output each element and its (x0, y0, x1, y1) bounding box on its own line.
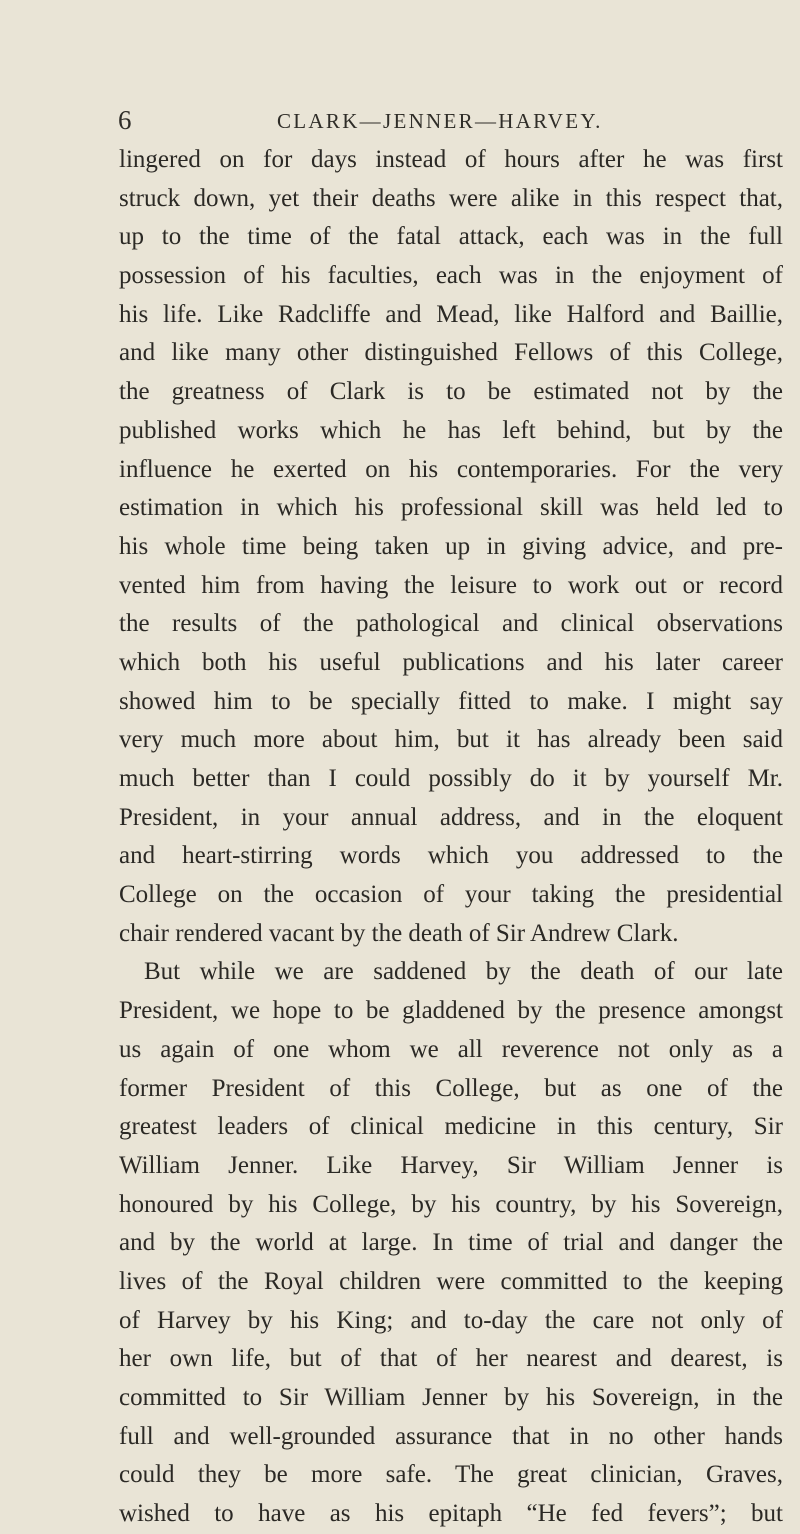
text-line: and like many other distinguished Fellows of this College, (119, 339, 783, 367)
text-line: greatest leaders of clinical medicine in this century, Sir (119, 1113, 783, 1141)
text-line: full and well-grounded assurance that in no other hands (119, 1422, 783, 1450)
text-line: influence he exerted on his contemporaries. For the very (119, 455, 783, 483)
text-line: William Jenner. Like Harvey, Sir William Jenner is (119, 1151, 783, 1179)
running-title: CLARK—JENNER—HARVEY. (277, 109, 603, 133)
text-line: President, in your annual address, and in the eloquent (119, 803, 783, 831)
text-line: College on the occasion of your taking the presidential (119, 881, 783, 909)
text-line: much better than I could possibly do it by yourself Mr. (119, 765, 783, 792)
running-head (118, 104, 778, 138)
text-line: possession of his faculties, each was in the enjoyment of (119, 262, 783, 290)
text-line: honoured by his College, by his country, by his Sovereign, (119, 1190, 783, 1218)
text-line: could they be more safe. The great clinician, Graves, (119, 1461, 783, 1489)
text-line: lingered on for days instead of hours after he was first (119, 146, 783, 173)
text-line: former President of this College, but as one of the (119, 1074, 783, 1102)
text-line: struck down, yet their deaths were alike in this respect that, (119, 184, 783, 212)
text-line: his whole time being taken up in giving advice, and pre- (119, 532, 783, 560)
text-line: up to the time of the fatal attack, each was in the full (119, 223, 783, 251)
text-line: published works which he has left behind, but by the (119, 416, 783, 444)
text-line: wished to have as his epitaph “He fed fevers”; but (119, 1500, 783, 1528)
text-line: committed to Sir William Jenner by his Sovereign, in the (119, 1384, 783, 1411)
body-text (119, 141, 783, 1534)
text-line: and heart-stirring words which you addressed to the (119, 842, 783, 870)
text-line: which both his useful publications and his later career (119, 648, 783, 676)
text-line: her own life, but of that of her nearest and dearest, is (119, 1345, 783, 1373)
text-line: the greatness of Clark is to be estimated not by the (119, 378, 783, 406)
text-line: estimation in which his professional skill was held led to (119, 494, 783, 522)
text-line: very much more about him, but it has already been said (119, 726, 783, 754)
paragraph-end-line: chair rendered vacant by the death of Sir Andrew Clark. (119, 919, 679, 947)
text-line: showed him to be specially fitted to make. I might say (119, 687, 783, 715)
text-line: and by the world at large. In time of trial and danger the (119, 1229, 783, 1257)
text-line: vented him from having the leisure to work out or record (119, 571, 783, 599)
text-line: the results of the pathological and clinical observations (119, 610, 783, 638)
text-line: his life. Like Radcliffe and Mead, like Halford and Baillie, (119, 300, 783, 328)
text-line: us again of one whom we all reverence not only as a (119, 1035, 783, 1063)
text-line: President, we hope to be gladdened by the presence amongst (119, 997, 783, 1025)
text-line: lives of the Royal children were committed to the keeping (119, 1267, 783, 1295)
page-number: 6 (118, 105, 132, 135)
text-line: of Harvey by his King; and to-day the care not only of (119, 1306, 783, 1334)
paragraph-start-line: But while we are saddened by the death of our late (144, 958, 783, 986)
